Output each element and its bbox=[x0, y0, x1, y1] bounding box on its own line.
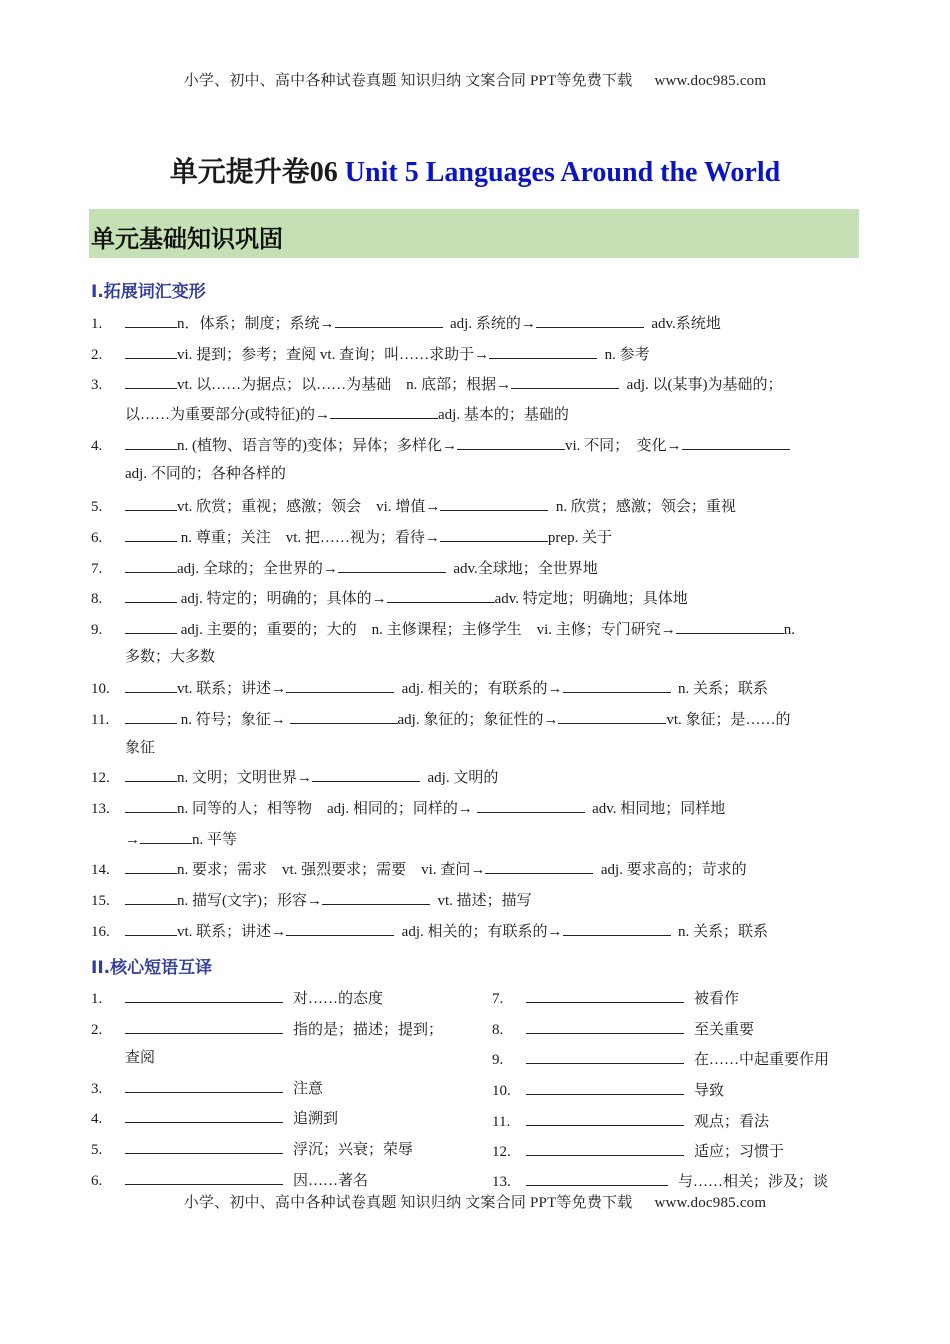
header-note-text: 小学、初中、高中各种试卷真题 知识归纳 文案合同 PPT等免费下载 bbox=[183, 73, 633, 89]
phrase-item-2-cont: 查阅 bbox=[125, 1050, 156, 1066]
answer-blank[interactable] bbox=[526, 1049, 684, 1064]
vocab-item-11: 11. n. 符号；象征→ adj. 象征的；象征性的→ vt. 象征；是……的 bbox=[91, 709, 791, 729]
header-watermark bbox=[0, 69, 950, 90]
answer-blank[interactable] bbox=[511, 374, 619, 389]
answer-blank[interactable] bbox=[125, 1019, 283, 1034]
header-url[interactable]: www.doc985.com bbox=[654, 73, 767, 89]
vocab-item-13: 13. n. 同等的人；相等物 adj. 相同的；同样的→ adv. 相同地；同样地 bbox=[91, 798, 725, 818]
phrase-item-12: 12. 适应；习惯于 bbox=[492, 1141, 784, 1161]
answer-blank[interactable] bbox=[335, 313, 443, 328]
answer-blank[interactable] bbox=[682, 435, 790, 450]
vocab-item-16: 16. vt. 联系；讲述→ adj. 相关的；有联系的→ n. 关系；联系 bbox=[91, 921, 768, 941]
section1-heading: I.拓展词汇变形 bbox=[91, 282, 206, 302]
answer-blank[interactable] bbox=[125, 558, 177, 573]
answer-blank[interactable] bbox=[526, 1019, 684, 1034]
phrase-item-3: 3. 注意 bbox=[91, 1078, 323, 1098]
answer-blank[interactable] bbox=[338, 558, 446, 573]
vocab-item-6: 6. n. 尊重；关注 vt. 把……视为；看待→ prep. 关于 bbox=[91, 527, 612, 547]
page-title bbox=[0, 150, 950, 190]
answer-blank[interactable] bbox=[125, 435, 177, 450]
answer-blank[interactable] bbox=[125, 1078, 283, 1093]
phrase-item-11: 11. 观点；看法 bbox=[492, 1111, 769, 1131]
answer-blank[interactable] bbox=[125, 313, 177, 328]
vocab-item-8: 8. adj. 特定的；明确的；具体的→ adv. 特定地；明确地；具体地 bbox=[91, 588, 688, 608]
vocab-item-10: 10. vt. 联系；讲述→ adj. 相关的；有联系的→ n. 关系；联系 bbox=[91, 678, 768, 698]
phrase-item-4: 4. 追溯到 bbox=[91, 1108, 338, 1128]
answer-blank[interactable] bbox=[536, 313, 644, 328]
answer-blank[interactable] bbox=[563, 921, 671, 936]
vocab-item-3-cont: 以……为重要部分(或特征)的→ adj. 基本的；基础的 bbox=[125, 404, 569, 424]
title-en: Unit 5 Languages Around the World bbox=[344, 157, 781, 188]
answer-blank[interactable] bbox=[526, 1080, 684, 1095]
answer-blank[interactable] bbox=[125, 496, 177, 511]
answer-blank[interactable] bbox=[140, 829, 192, 844]
phrase-item-7: 7. 被看作 bbox=[492, 988, 739, 1008]
answer-blank[interactable] bbox=[290, 709, 398, 724]
answer-blank[interactable] bbox=[125, 527, 177, 542]
answer-blank[interactable] bbox=[125, 709, 177, 724]
vocab-item-15: 15. n. 描写(文字)；形容→ vt. 描述；描写 bbox=[91, 890, 532, 910]
vocab-item-4: 4. n. (植物、语言等的)变体；异体；多样化→ vi. 不同； 变化→ bbox=[91, 435, 790, 455]
phrase-item-2: 2. 指的是；描述；提到； bbox=[91, 1019, 443, 1039]
answer-blank[interactable] bbox=[322, 890, 430, 905]
answer-blank[interactable] bbox=[477, 798, 585, 813]
vocab-item-12: 12. n. 文明；文明世界→ adj. 文明的 bbox=[91, 767, 498, 787]
footer-url[interactable]: www.doc985.com bbox=[654, 1195, 767, 1211]
answer-blank[interactable] bbox=[125, 767, 177, 782]
footer-watermark bbox=[0, 1191, 950, 1212]
answer-blank[interactable] bbox=[125, 1108, 283, 1123]
answer-blank[interactable] bbox=[286, 921, 394, 936]
answer-blank[interactable] bbox=[676, 619, 784, 634]
section2-heading: II.核心短语互译 bbox=[91, 958, 213, 978]
phrase-item-13: 13. 与……相关；涉及；谈 bbox=[492, 1171, 828, 1191]
vocab-item-3: 3. vt. 以……为据点；以……为基础 n. 底部；根据→ adj. 以(某事)为基础的； bbox=[91, 374, 783, 394]
vocab-item-13-cont: → n. 平等 bbox=[125, 829, 237, 849]
phrase-item-6: 6. 因……著名 bbox=[91, 1170, 368, 1190]
footer-note-text: 小学、初中、高中各种试卷真题 知识归纳 文案合同 PPT等免费下载 bbox=[183, 1195, 633, 1211]
answer-blank[interactable] bbox=[312, 767, 420, 782]
vocab-item-9: 9. adj. 主要的；重要的；大的 n. 主修课程；主修学生 vi. 主修；专门研究→ n. bbox=[91, 619, 795, 639]
answer-blank[interactable] bbox=[286, 678, 394, 693]
answer-blank[interactable] bbox=[526, 1171, 668, 1186]
answer-blank[interactable] bbox=[125, 859, 177, 874]
answer-blank[interactable] bbox=[125, 890, 177, 905]
vocab-item-5: 5. vt. 欣赏；重视；感激；领会 vi. 增值→ n. 欣赏；感激；领会；重视 bbox=[91, 496, 736, 516]
vocab-item-14: 14. n. 要求；需求 vt. 强烈要求；需要 vi. 查问→ adj. 要求高的；苛求的 bbox=[91, 859, 747, 879]
answer-blank[interactable] bbox=[125, 921, 177, 936]
answer-blank[interactable] bbox=[125, 1139, 283, 1154]
answer-blank[interactable] bbox=[125, 798, 177, 813]
answer-blank[interactable] bbox=[526, 1111, 684, 1126]
phrase-item-9: 9. 在……中起重要作用 bbox=[492, 1049, 829, 1069]
section-banner bbox=[89, 209, 859, 258]
phrase-item-10: 10. 导致 bbox=[492, 1080, 724, 1100]
answer-blank[interactable] bbox=[440, 527, 548, 542]
answer-blank[interactable] bbox=[563, 678, 671, 693]
phrase-item-5: 5. 浮沉；兴衰；荣辱 bbox=[91, 1139, 413, 1159]
answer-blank[interactable] bbox=[558, 709, 666, 724]
answer-blank[interactable] bbox=[125, 588, 177, 603]
answer-blank[interactable] bbox=[125, 1170, 283, 1185]
answer-blank[interactable] bbox=[485, 859, 593, 874]
title-cn: 单元提升卷06 bbox=[169, 157, 345, 188]
vocab-item-11-cont: 象征 bbox=[125, 740, 156, 756]
vocab-item-9-cont: 多数；大多数 bbox=[125, 649, 216, 665]
answer-blank[interactable] bbox=[526, 988, 684, 1003]
vocab-item-2: 2. vi. 提到；参考；查阅 vt. 查询；叫……求助于→ n. 参考 bbox=[91, 344, 650, 364]
answer-blank[interactable] bbox=[125, 678, 177, 693]
vocab-item-7: 7. adj. 全球的；全世界的→ adv.全球地；全世界地 bbox=[91, 558, 598, 578]
answer-blank[interactable] bbox=[125, 988, 283, 1003]
answer-blank[interactable] bbox=[330, 404, 438, 419]
answer-blank[interactable] bbox=[440, 496, 548, 511]
answer-blank[interactable] bbox=[526, 1141, 684, 1156]
answer-blank[interactable] bbox=[125, 619, 177, 634]
answer-blank[interactable] bbox=[457, 435, 565, 450]
phrase-item-8: 8. 至关重要 bbox=[492, 1019, 754, 1039]
phrase-item-1: 1. 对……的态度 bbox=[91, 988, 383, 1008]
answer-blank[interactable] bbox=[125, 344, 177, 359]
vocab-item-1: 1. n．体系；制度；系统→ adj. 系统的→ adv.系统地 bbox=[91, 313, 721, 333]
vocab-item-4-cont: adj. 不同的；各种各样的 bbox=[125, 466, 286, 482]
answer-blank[interactable] bbox=[125, 374, 177, 389]
banner-label: 单元基础知识巩固 bbox=[91, 225, 283, 253]
answer-blank[interactable] bbox=[489, 344, 597, 359]
answer-blank[interactable] bbox=[387, 588, 495, 603]
